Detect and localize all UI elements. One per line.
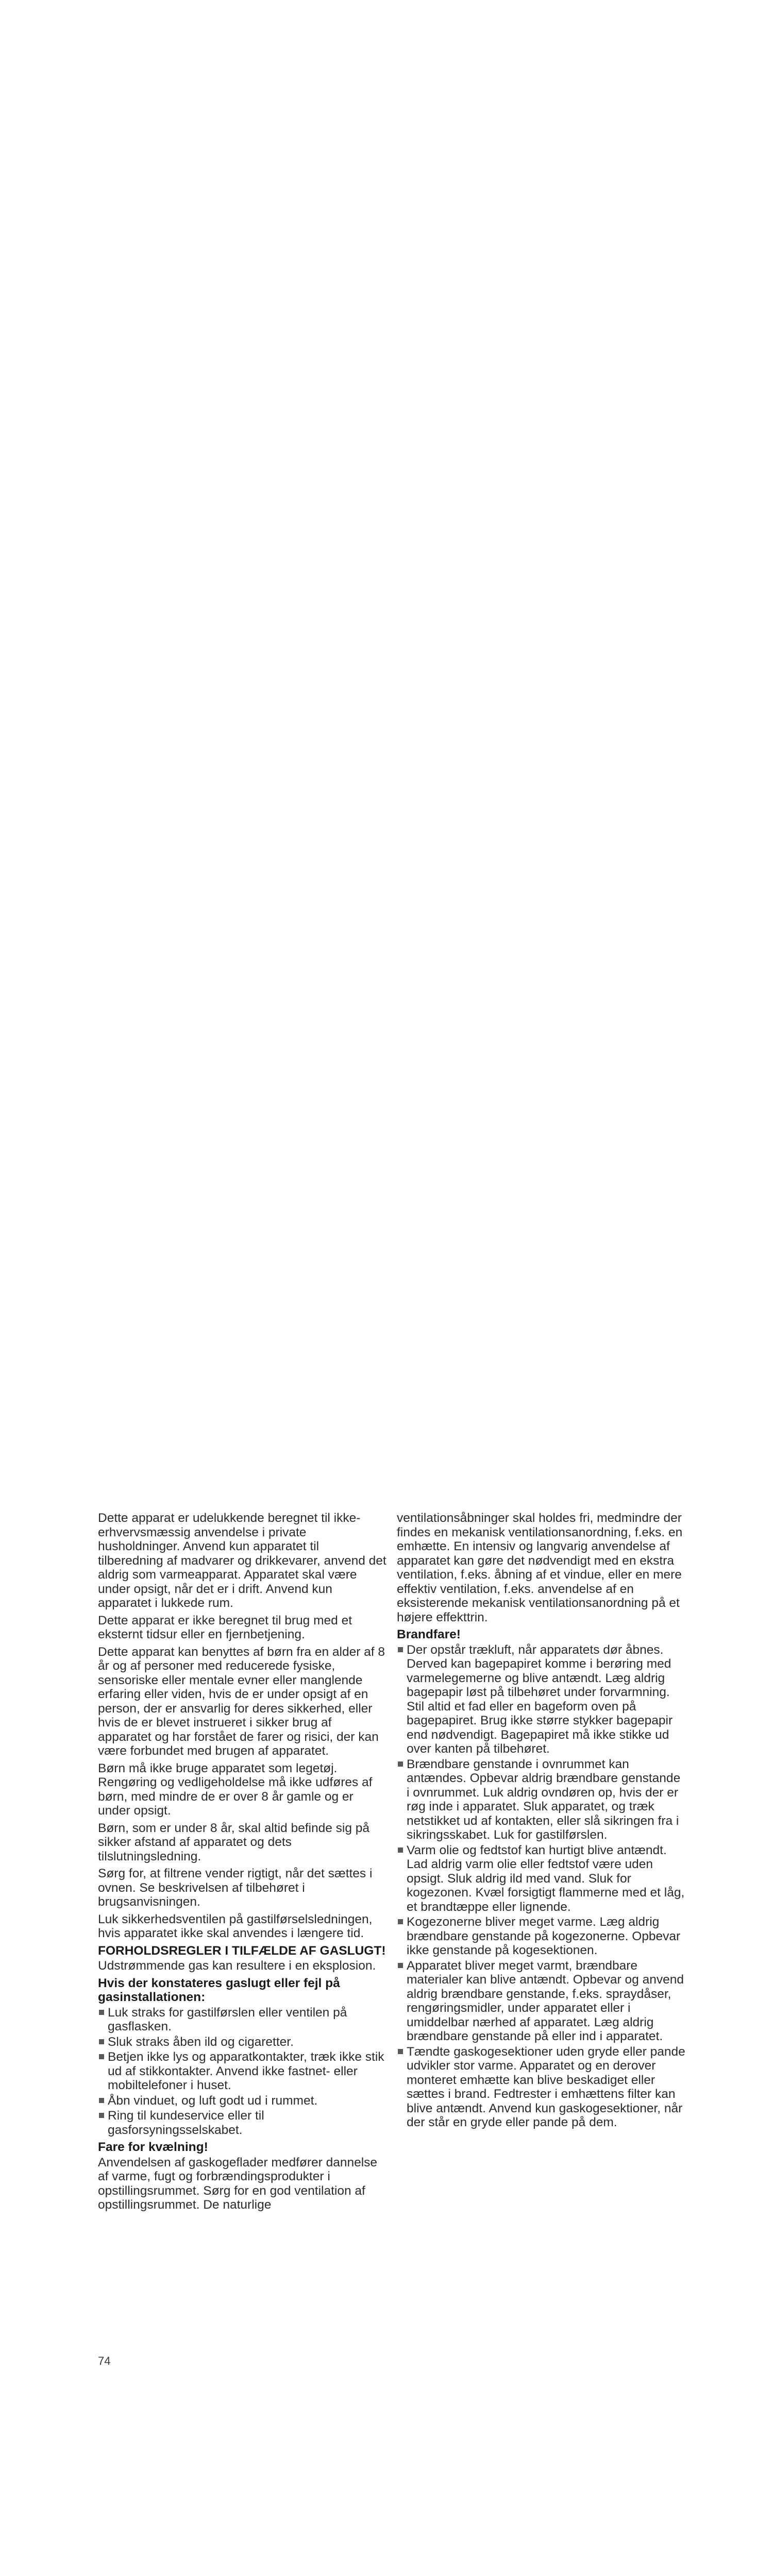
bullet-square-icon — [398, 1848, 403, 1853]
list-item: Brændbare genstande i ovnrummet kan antændes. Opbevar aldrig brændbare genstande i ovnrummet. Luk aldrig ovndøren op, hvis der er røg inde i apparatet. Sluk apparatet, og træk netstikket ud af kontakten, eller slå sikringen fra i sikringsskabet. Luk for gastilførslen. — [397, 1757, 686, 1842]
paragraph-intended-use: Dette apparat er udelukkende beregnet til ikke-erhvervsmæssig anvendelse i private husholdninger. Anvend kun apparatet til tilberedning af madvarer og drikkevarer, anvend det aldrig som varmeapparat. Apparatet skal være under opsigt, når det er i drift. Anvend kun apparatet i lukkede rum. — [98, 1511, 386, 1610]
fire-hazard-list — [397, 1643, 686, 2130]
list-item: Kogezonerne bliver meget varme. Læg aldrig brændbare genstande på kogezonerne. Opbevar ikke genstande på kogesektionen. — [397, 1915, 686, 1958]
paragraph-filters: Sørg for, at filtrene vender rigtigt, når det sættes i ovnen. Se beskrivelsen af tilbehøret i brugsanvisningen. — [98, 1867, 373, 1909]
gas-instructions-list — [98, 2006, 388, 2138]
list-item: Der opstår trækluft, når apparatets dør åbnes. Derved kan bagepapiret komme i berøring med varmelegemerne og blive antændt. Læg aldrig bagepapir løst på tilbehøret under forvarmning. Stil altid et fad eller en bageform oven på bagepapiret. Brug ikke større stykker bagepapir end nødvendigt. Bagepapiret må ikke stikke ud over kanten på tilbehøret. — [397, 1643, 686, 1756]
bullet-square-icon — [99, 2054, 104, 2059]
list-item: Ring til kundeservice eller til gasforsyningsselskabet. — [98, 2109, 388, 2137]
bullet-square-icon — [99, 2098, 104, 2103]
heading-gas-faults: Hvis der konstateres gaslugt eller fejl på gasinstallationen: — [98, 1976, 340, 2004]
bullet-square-icon — [99, 2010, 104, 2015]
list-item: Betjen ikke lys og apparatkontakter, træk ikke stik ud af stikkontakter. Anvend ikke fastnet- eller mobiltelefoner i huset. — [98, 2050, 388, 2093]
paragraph-ventilation: Anvendelsen af gaskogeflader medfører dannelse af varme, fugt og forbrændingsprodukter i opstillingsrummet. Sørg for en god ventilation af opstillingsrummet. De naturlige — [98, 2155, 378, 2212]
list-item: Varm olie og fedtstof kan hurtigt blive antændt. Lad aldrig varm olie eller fedtstof være uden opsigt. Sluk aldrig ild med vand. Sluk for kogezonen. Kvæl forsigtigt flammerne med et låg, et brandtæppe eller lignende. — [397, 1843, 686, 1914]
paragraph-no-timer: Dette apparat er ikke beregnet til brug med et eksternt tidsur eller en fjernbetjening. — [98, 1613, 352, 1641]
bullet-square-icon — [398, 1919, 403, 1924]
list-item: Tændte gaskogesektioner uden gryde eller pande udvikler stor varme. Apparatet og en derover monteret emhætte kan blive beskadiget eller sættes i brand. Fedtrester i emhættens filter kan blive antændt. Anvend kun gaskogesektioner, når der står en gryde eller pande på dem. — [397, 2045, 686, 2130]
list-item: Apparatet bliver meget varmt, brændbare materialer kan blive antændt. Opbevar og anvend aldrig brændbare genstande, f.eks. spraydåser, rengøringsmidler, under apparatet eller i umiddelbar nærhed af apparatet. Læg aldrig brændbare genstande på eller ind i apparatet. — [397, 1959, 686, 2044]
paragraph-explosion: Udstrømmende gas kan resultere i en eksplosion. — [98, 1959, 376, 1973]
paragraph-ventilation-continued: ventilationsåbninger skal holdes fri, medmindre der findes en mekanisk ventilationsanordning, f.eks. en emhætte. En intensiv og langvarig anvendelse af apparatet kan gøre det nødvendigt med en ekstra ventilation, f.eks. åbning af et vindue, eller en mere effektiv ventilation, f.eks. anvendelse af en eksisterende mekanisk ventilationsanordning på et højere effekttrin. — [397, 1511, 683, 1624]
right-column — [397, 1511, 686, 2133]
paragraph-children-supervision: Dette apparat kan benyttes af børn fra en alder af 8 år og af personer med reducerede fysiske, sensoriske eller mentale evner eller manglende erfaring eller viden, hvis de er under opsigt af en person, der er ansvarlig for deres sikkerhed, eller hvis de er blevet instrueret i sikker brug af apparatet og har forstået de farer og risici, der kan være forbundet med brugen af apparatet. — [98, 1645, 385, 1758]
paragraph-children-play: Børn må ikke bruge apparatet som legetøj. Rengøring og vedligeholdelse må ikke udføres af børn, med mindre de er over 8 år gamle og er under opsigt. — [98, 1761, 373, 1818]
list-item: Åbn vinduet, og luft godt ud i rummet. — [98, 2094, 388, 2108]
heading-gas-smell: FORHOLDSREGLER I TILFÆLDE AF GASLUGT! — [98, 1943, 386, 1958]
bullet-square-icon — [99, 2113, 104, 2118]
bullet-square-icon — [99, 2039, 104, 2044]
paragraph-children-distance: Børn, som er under 8 år, skal altid befinde sig på sikker afstand af apparatet og dets tilslutningsledning. — [98, 1821, 370, 1863]
bullet-square-icon — [398, 2049, 403, 2054]
paragraph-safety-valve: Luk sikkerhedsventilen på gastilførselsledningen, hvis apparatet ikke skal anvendes i længere tid. — [98, 1912, 373, 1940]
heading-fire-hazard: Brandfare! — [397, 1628, 461, 1641]
list-item: Luk straks for gastilførslen eller ventilen på gasflasken. — [98, 2006, 388, 2034]
heading-suffocation: Fare for kvælning! — [98, 2140, 208, 2154]
bullet-square-icon — [398, 1963, 403, 1968]
bullet-square-icon — [398, 1647, 403, 1652]
page-number: 74 — [98, 2354, 111, 2367]
list-item: Sluk straks åben ild og cigaretter. — [98, 2035, 388, 2049]
bullet-square-icon — [398, 1761, 403, 1767]
left-column — [98, 1511, 388, 2215]
